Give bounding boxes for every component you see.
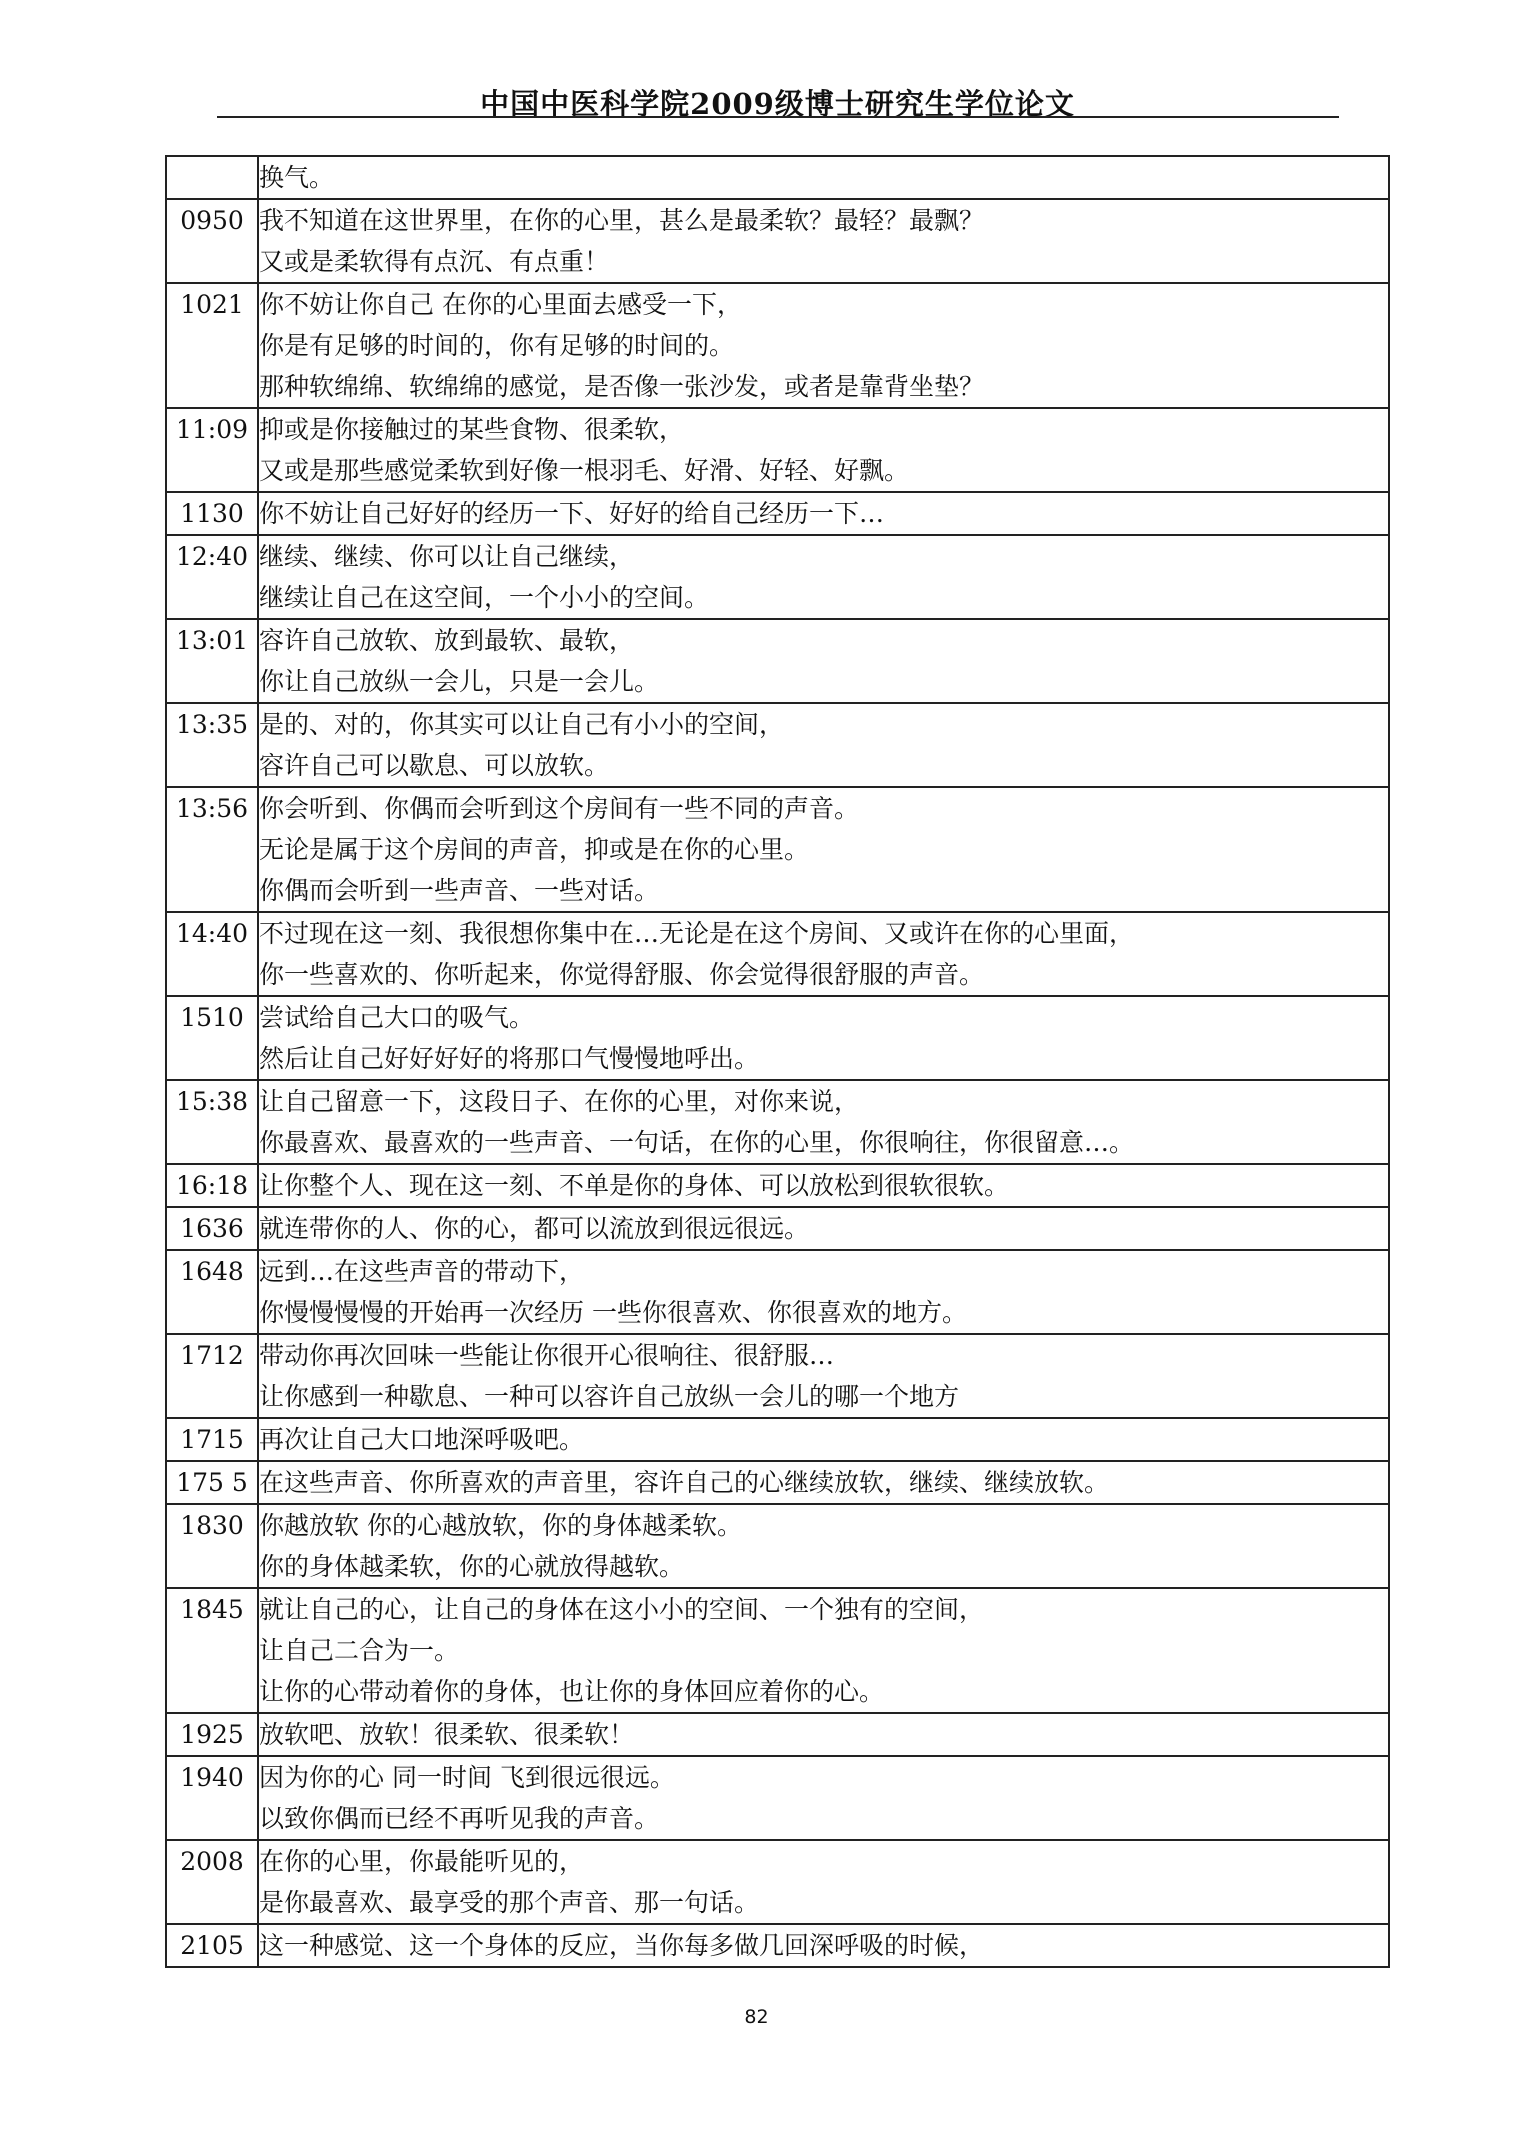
script-text-cell — [258, 1504, 1389, 1588]
table-row — [166, 1756, 1389, 1840]
script-line: 是的、对的，你其实可以让自己有小小的空间， — [259, 710, 785, 739]
script-text-cell — [258, 1207, 1389, 1250]
timestamp-cell: 0950 — [166, 199, 258, 283]
table-row — [166, 1207, 1389, 1250]
script-text-cell — [258, 1713, 1389, 1756]
script-line: 又或是那些感觉柔软到好像一根羽毛、好滑、好轻、好飘。 — [259, 456, 910, 485]
script-line: 你的身体越柔软，你的心就放得越软。 — [259, 1552, 685, 1581]
timestamp-cell: 1830 — [166, 1504, 258, 1588]
page-number: 82 — [744, 2006, 769, 2028]
script-text-cell — [258, 703, 1389, 787]
script-line: 抑或是你接触过的某些食物、很柔软， — [259, 415, 685, 444]
script-line: 容许自己可以歇息、可以放软。 — [259, 751, 610, 780]
script-text-cell — [258, 1334, 1389, 1418]
timestamp-cell: 1021 — [166, 283, 258, 408]
table-row — [166, 1504, 1389, 1588]
script-text-cell — [258, 492, 1389, 535]
script-text-cell — [258, 1164, 1389, 1207]
script-text-cell — [258, 619, 1389, 703]
table-row — [166, 1713, 1389, 1756]
timestamp-cell: 1715 — [166, 1418, 258, 1461]
script-line: 是你最喜欢、最享受的那个声音、那一句话。 — [259, 1888, 760, 1917]
script-line: 放软吧、放软！很柔软、很柔软！ — [259, 1720, 635, 1749]
script-line: 就连带你的人、你的心，都可以流放到很远很远。 — [259, 1214, 810, 1243]
script-text-cell — [258, 199, 1389, 283]
script-line: 你最喜欢、最喜欢的一些声音、一句话，在你的心里，你很响往，你很留意…。 — [259, 1128, 1135, 1157]
timestamp-cell: 2105 — [166, 1924, 258, 1967]
timestamp-cell: 1925 — [166, 1713, 258, 1756]
timestamp-cell — [166, 156, 258, 199]
timestamp-cell: 175 5 — [166, 1461, 258, 1504]
script-line: 让你的心带动着你的身体，也让你的身体回应着你的心。 — [259, 1677, 885, 1706]
table-row — [166, 996, 1389, 1080]
timestamp-cell: 1845 — [166, 1588, 258, 1713]
script-line: 你会听到、你偶而会听到这个房间有一些不同的声音。 — [259, 794, 860, 823]
script-line: 你是有足够的时间的，你有足够的时间的。 — [259, 331, 735, 360]
table-row — [166, 1164, 1389, 1207]
table-row — [166, 535, 1389, 619]
table-row — [166, 1250, 1389, 1334]
script-line: 继续让自己在这空间，一个小小的空间。 — [259, 583, 710, 612]
script-text-cell — [258, 283, 1389, 408]
script-line: 你慢慢慢慢的开始再一次经历 一些你很喜欢、你很喜欢的地方。 — [259, 1298, 967, 1327]
table-row — [166, 156, 1389, 199]
script-line: 容许自己放软、放到最软、最软， — [259, 626, 635, 655]
timestamp-cell: 1130 — [166, 492, 258, 535]
script-text-cell — [258, 1250, 1389, 1334]
table-row — [166, 703, 1389, 787]
script-line: 继续、继续、你可以让自己继续， — [259, 542, 635, 571]
script-line: 再次让自己大口地深呼吸吧。 — [259, 1425, 585, 1454]
table-row — [166, 1334, 1389, 1418]
script-line: 无论是属于这个房间的声音，抑或是在你的心里。 — [259, 835, 810, 864]
script-line: 换气。 — [259, 163, 335, 192]
table-row — [166, 408, 1389, 492]
script-line: 远到…在这些声音的带动下， — [259, 1257, 585, 1286]
script-text-cell — [258, 408, 1389, 492]
timestamp-cell: 16:18 — [166, 1164, 258, 1207]
script-text-cell — [258, 1840, 1389, 1924]
script-text-cell — [258, 156, 1389, 199]
script-line: 让自己留意一下，这段日子、在你的心里，对你来说， — [259, 1087, 860, 1116]
script-line: 就让自己的心，让自己的身体在这小小的空间、一个独有的空间， — [259, 1595, 985, 1624]
script-line: 因为你的心 同一时间 飞到很远很远。 — [259, 1763, 675, 1792]
timestamp-cell: 13:01 — [166, 619, 258, 703]
script-text-cell — [258, 912, 1389, 996]
script-line: 不过现在这一刻、我很想你集中在…无论是在这个房间、又或许在你的心里面， — [259, 919, 1135, 948]
script-line: 在你的心里，你最能听见的， — [259, 1847, 585, 1876]
table-row — [166, 787, 1389, 912]
script-line: 你偶而会听到一些声音、一些对话。 — [259, 876, 660, 905]
script-text-cell — [258, 1461, 1389, 1504]
script-line: 尝试给自己大口的吸气。 — [259, 1003, 535, 1032]
page-header-title: 中国中医科学院2009级博士研究生学位论文 — [480, 87, 1075, 121]
timestamp-cell: 12:40 — [166, 535, 258, 619]
header-rule — [217, 116, 1339, 118]
timestamp-cell: 1636 — [166, 1207, 258, 1250]
script-line: 你不妨让自己好好的经历一下、好好的给自己经历一下… — [259, 499, 885, 528]
script-text-cell — [258, 1924, 1389, 1967]
table-row — [166, 1418, 1389, 1461]
script-line: 你一些喜欢的、你听起来，你觉得舒服、你会觉得很舒服的声音。 — [259, 960, 985, 989]
timestamp-cell: 11:09 — [166, 408, 258, 492]
script-line: 你不妨让你自己 在你的心里面去感受一下， — [259, 290, 742, 319]
table-row — [166, 1588, 1389, 1713]
script-text-cell — [258, 787, 1389, 912]
timestamp-cell: 1648 — [166, 1250, 258, 1334]
script-line: 那种软绵绵、软绵绵的感觉，是否像一张沙发，或者是靠背坐垫？ — [259, 372, 985, 401]
table-row — [166, 1461, 1389, 1504]
script-line: 你让自己放纵一会儿，只是一会儿。 — [259, 667, 660, 696]
script-text-cell — [258, 1080, 1389, 1164]
script-line: 让你整个人、现在这一刻、不单是你的身体、可以放松到很软很软。 — [259, 1171, 1010, 1200]
script-line: 让自己二合为一。 — [259, 1636, 460, 1665]
script-line: 以致你偶而已经不再听见我的声音。 — [259, 1804, 660, 1833]
table-row — [166, 912, 1389, 996]
timestamp-cell: 13:35 — [166, 703, 258, 787]
timestamp-cell: 1712 — [166, 1334, 258, 1418]
timestamp-cell: 14:40 — [166, 912, 258, 996]
script-text-cell — [258, 1756, 1389, 1840]
script-line: 让你感到一种歇息、一种可以容许自己放纵一会儿的哪一个地方 — [259, 1382, 960, 1411]
script-text-cell — [258, 1418, 1389, 1461]
script-text-cell — [258, 1588, 1389, 1713]
script-line: 然后让自己好好好好的将那口气慢慢地呼出。 — [259, 1044, 760, 1073]
timestamp-cell: 15:38 — [166, 1080, 258, 1164]
script-line: 这一种感觉、这一个身体的反应，当你每多做几回深呼吸的时候， — [259, 1931, 985, 1960]
script-line: 带动你再次回味一些能让你很开心很响往、很舒服… — [259, 1341, 835, 1370]
timestamp-cell: 1940 — [166, 1756, 258, 1840]
transcript-table — [165, 155, 1390, 1968]
timestamp-cell: 13:56 — [166, 787, 258, 912]
table-row — [166, 1924, 1389, 1967]
transcript-body — [166, 156, 1389, 1967]
timestamp-cell: 1510 — [166, 996, 258, 1080]
script-text-cell — [258, 535, 1389, 619]
table-row — [166, 492, 1389, 535]
table-row — [166, 283, 1389, 408]
script-line: 你越放软 你的心越放软，你的身体越柔软。 — [259, 1511, 742, 1540]
table-row — [166, 1080, 1389, 1164]
table-row — [166, 199, 1389, 283]
script-line: 又或是柔软得有点沉、有点重！ — [259, 247, 610, 276]
script-line: 在这些声音、你所喜欢的声音里，容许自己的心继续放软，继续、继续放软。 — [259, 1468, 1110, 1497]
table-row — [166, 619, 1389, 703]
table-row — [166, 1840, 1389, 1924]
script-text-cell — [258, 996, 1389, 1080]
script-line: 我不知道在这世界里，在你的心里，甚么是最柔软？最轻？最飘？ — [259, 206, 985, 235]
timestamp-cell: 2008 — [166, 1840, 258, 1924]
